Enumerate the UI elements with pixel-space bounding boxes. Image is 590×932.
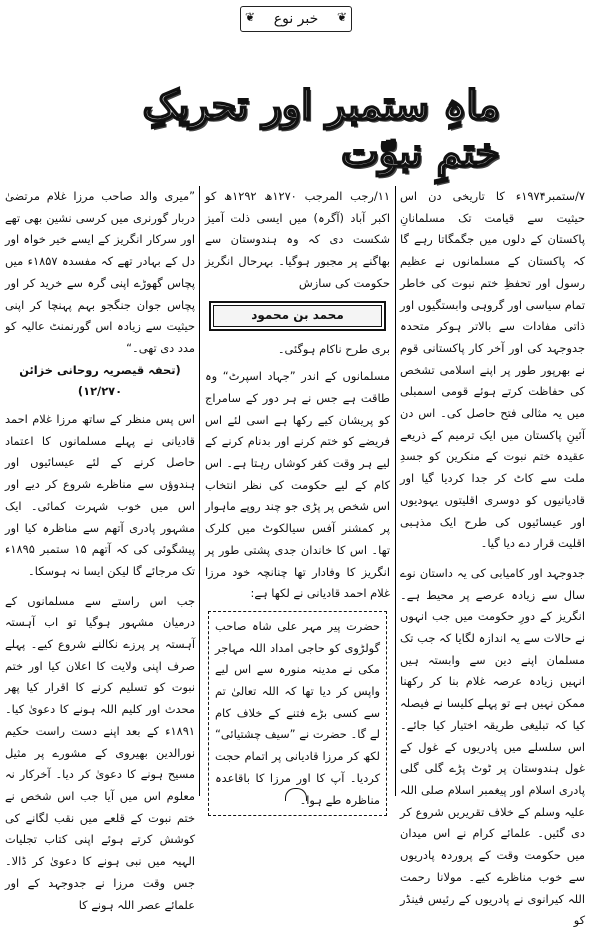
paragraph: ۱۱/رجب المرجب ۱۲۷۰ھ ۱۲۹۲ھ کو اکبر آباد (آگرہ) میں ایسی ذلت آمیز شکست دی کہ وہ ہندوستان سے بھاگنے پر مجبور ہوگیا۔ بہرحال انگریز حکومت کی سازش <box>205 189 390 290</box>
column-divider <box>199 186 200 796</box>
paragraph: ۷/ستمبر۱۹۷۴ء کا تاریخی دن اس حیثیت سے قیامت تک مسلمانانِ پاکستان کے دلوں میں جگمگاتا رہے گا کہ پاکستان کے مسلمانوں نے عظیم رسول اور تحفظِ ختم نبوت کی خاطر تمام سیاسی اور گروہی وابستگیوں اور ذاتی مفادات سے بالاتر ہوکر متحدہ جدوجہد کی اور آخر کار پاکستانی قوم نے بھرپور طور پر اپنے اسلامی تشخص کی حفاظت کرتے ہوئے قومی اسمبلی میں یہ مثالی فتح حاصل کی۔ اس دن آئینِ پاکستان میں ایک ترمیم کے ذریعے عقیدہ ختم نبوت کے منکرین کو جسدِ ملت سے کاٹ کر جدا کردیا گیا اور قادیانیوں کو دوسری اقلیتوں یہودیوں اور عیسائیوں کی طرح ایک مذہبی اقلیت قرار دے دیا گیا۔ <box>400 189 585 551</box>
column-right <box>400 186 585 928</box>
citation: (تحفہ قیصریہ روحانی خزائن ۱۲/۲۷۰) <box>19 362 181 399</box>
paragraph: مسلمانوں کے اندر ”جہاد اسپرٹ“ وہ طاقت ہے جس نے ہر دور کے سامراج کو پریشان کیے رکھا ہے اسی لئے اس فریضے کو ختم کرنے اور بدنام کرنے کے لیے ہر وقت کفر کوشاں رہتا ہے۔ اس کام کے لیے حکومت کی نظر انتخاب اس شخص پر پڑی جو چند روپے ماہوار پر کمشنر آفس سیالکوٹ میں کلرک تھا۔ اس کا خاندان جدی پشتی طور پر انگریز کا وفادار تھا چنانچہ خود مرزا غلام احمد قادیانی نے لکھا ہے: <box>205 369 390 601</box>
column-divider <box>395 186 396 796</box>
quote-paragraph: ”میری والد صاحب مرزا غلام مرتضیٰ دربار گورنری میں کرسی نشین بھی تھے اور سرکار انگریز کے ایسے خیر خواہ اور دل کے بہادر تھے کہ مفسدہ ۱۸۵۷ء میں پچاس گھوڑے اپنی گرہ سے خرید کر اور پچاس جوان جنگجو بہم پہنچا کر اپنی حیثیت سے زیادہ اس گورنمنٹ عالیہ کو مدد دی تھی۔“ <box>5 189 196 355</box>
quote-text: حضرت پیر مہر علی شاہ صاحب گولڑوی کو حاجی امداد اللہ مہاجر مکی نے مدینہ منورہ سے اس لیے واپس کر دیا تھا کہ اللہ تعالیٰ تم سے کسی بڑے فتنے کے خلاف کام لے گا۔ حضرت نے ”سیف چشتیائی“ لکھ کر مرزا قادیانی پر اتمام حجت کردیا۔ آپ کا اور مرزا کا باقاعدہ مناظرہ طے ہوا۔ <box>215 618 380 807</box>
section-badge <box>240 6 352 32</box>
paragraph: جدوجہد اور کامیابی کی یہ داستان نوے سال سے زیادہ عرصے پر محیط ہے۔ انگریز کے دورِ حکومت میں جب انہوں نے حالات سے یہ اندازہ لگایا کہ جب تک مسلمان اپنے دین سے وابستہ ہیں انہیں زیادہ عرصہ غلام بنا کر رکھنا ممکن نہیں ہے تو پہلے کلیسا نے فیصلہ کیا کہ تبلیغی طریقہ اختیار کیا جائے۔ اس سلسلے میں پادریوں کے غول کے غول ہندوستان پر ٹوٹ پڑے گلی گلی پادری اسلام اور پیغمبر اسلام صلی اللہ علیہ وسلم کے خلاف تقریریں شروع کر دی گئیں۔ علمائے کرام نے اس میدان میں حکومت وقت کے پروردہ پادریوں سے خوب مناظرے کیے۔ مولانا رحمت اللہ کیرانوی نے پادریوں کے رئیس فینڈر کو <box>400 565 585 928</box>
page-footer-ornament <box>285 788 307 801</box>
paragraph: اس پس منظر کے ساتھ مرزا غلام احمد قادیانی نے پہلے مسلمانوں کا اعتماد حاصل کرنے کے لئے عیسائیوں اور ہندوؤں سے مناظرے شروع کر دیے اور اس میں خوب شہرت کمائی۔ ایک مشہور پادری آتھم سے مناظرہ کیا اور پیشگوئی کی کہ آتھم ۱۵ ستمبر ۱۸۹۵ء تک مرجائے گا لیکن ایسا نہ ہوسکا۔ <box>5 412 195 578</box>
author-byline: محمد بن محمود <box>209 301 386 331</box>
section-badge-label: خبر نوع <box>273 11 319 27</box>
quote-box <box>208 611 387 816</box>
article-headline: ماہِ ستمبر اور تحریکِ ختمِ نبوّت <box>142 82 500 176</box>
ornament-icon: ❦ <box>336 10 347 24</box>
paragraph: بری طرح ناکام ہوگئی۔ <box>277 341 390 356</box>
column-left <box>5 186 196 912</box>
column-middle <box>205 186 390 807</box>
ornament-icon: ❦ <box>245 10 256 24</box>
paragraph: جب اس راستے سے مسلمانوں کے درمیان مشہور ہوگیا تو اب آہستہ آہستہ پر پرزے نکالنے شروع کیے۔ پہلے صرف اپنی ولایت کا اعلان کیا اور ختم نبوت کو تسلیم کرنے کا اقرار کیا پھر محدث اور کلیم اللہ ہونے کا دعویٰ کیا۔ ۱۸۹۱ء کے بعد اپنے دست راست حکیم نورالدین بھیروی کے مشورے پر مثیل مسیح ہونے کا دعویٰ کر دیا۔ آخرکار نہ معلوم اس میں آیا جب اس شخص نے ختم نبوت کے قلعے میں نقب لگانے کی کوشش کرتے ہوئے اپنی کتاب تجلیات الہیہ میں نبی ہونے کا دعویٰ کر ڈالا۔ جس وقت مرزا نے جدوجہد کے اور علمائے عصر اللہ ہونے کا <box>5 593 195 912</box>
